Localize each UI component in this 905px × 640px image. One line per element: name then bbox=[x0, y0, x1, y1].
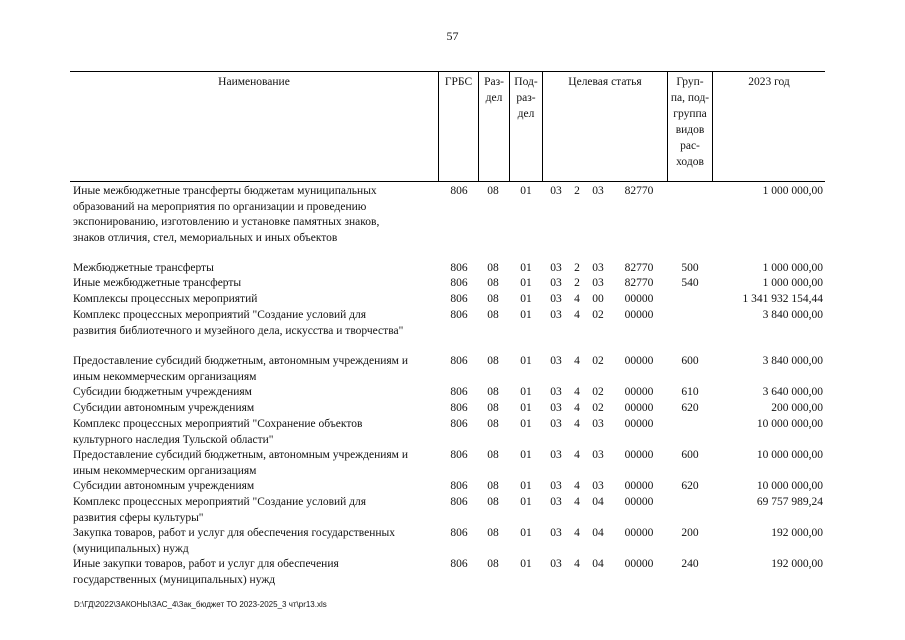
row-name bbox=[73, 354, 438, 385]
row-target-program: 03 bbox=[550, 527, 562, 539]
row-target-subprogram: 04 bbox=[592, 496, 604, 508]
row-grbs: 806 bbox=[450, 527, 468, 539]
header-group-line: па, под- bbox=[670, 92, 710, 104]
row-razdel: 08 bbox=[487, 449, 499, 461]
row-grbs: 806 bbox=[450, 558, 468, 570]
row-name-line: Субсидии автономным учреждениям bbox=[73, 402, 255, 414]
header-name: Наименование bbox=[218, 76, 290, 88]
header-podrazdel-line: раз- bbox=[516, 92, 536, 104]
row-target-program: 03 bbox=[550, 309, 562, 321]
row-target-subprogram: 03 bbox=[592, 418, 604, 430]
row-expense-group: 240 bbox=[681, 558, 699, 570]
row-expense-group: 600 bbox=[681, 355, 699, 367]
row-name bbox=[73, 308, 438, 339]
row-razdel: 08 bbox=[487, 480, 499, 492]
row-target-subprogram: 04 bbox=[592, 558, 604, 570]
row-amount: 192 000,00 bbox=[771, 558, 823, 570]
row-target-direction: 00000 bbox=[624, 558, 654, 570]
row-target-program: 03 bbox=[550, 558, 562, 570]
row-name bbox=[73, 526, 438, 557]
row-expense-group: 610 bbox=[681, 386, 699, 398]
row-name bbox=[73, 557, 438, 588]
row-razdel: 08 bbox=[487, 386, 499, 398]
row-razdel: 08 bbox=[487, 355, 499, 367]
row-grbs: 806 bbox=[450, 449, 468, 461]
row-amount: 200 000,00 bbox=[771, 402, 823, 414]
row-target-type: 4 bbox=[574, 418, 580, 430]
row-razdel: 08 bbox=[487, 185, 499, 197]
row-target-direction: 82770 bbox=[624, 262, 654, 274]
row-target-program: 03 bbox=[550, 293, 562, 305]
row-name-line: иным некоммерческим организациям bbox=[73, 370, 257, 383]
row-target-type: 4 bbox=[574, 386, 580, 398]
row-amount: 1 000 000,00 bbox=[762, 277, 823, 289]
row-name bbox=[73, 417, 438, 448]
row-grbs: 806 bbox=[450, 402, 468, 414]
row-target-program: 03 bbox=[550, 418, 562, 430]
row-grbs: 806 bbox=[450, 355, 468, 367]
row-razdel: 08 bbox=[487, 402, 499, 414]
row-grbs: 806 bbox=[450, 480, 468, 492]
row-name bbox=[73, 495, 438, 526]
row-target-direction: 00000 bbox=[624, 418, 654, 430]
row-target-subprogram: 02 bbox=[592, 309, 604, 321]
row-name-line: Субсидии бюджетным учреждениям bbox=[73, 386, 252, 398]
row-name-line: Комплекс процессных мероприятий "Создание условий для bbox=[73, 309, 367, 321]
header-razdel-line: дел bbox=[485, 92, 503, 104]
row-target-direction: 00000 bbox=[624, 355, 654, 367]
row-target-direction: 82770 bbox=[624, 185, 654, 197]
header-group-line: видов bbox=[675, 124, 705, 136]
header-year: 2023 год bbox=[712, 72, 825, 181]
header-group-line: рас- bbox=[680, 140, 700, 152]
row-target-direction: 82770 bbox=[624, 277, 654, 289]
header-razdel bbox=[478, 72, 509, 181]
row-target-program: 03 bbox=[550, 262, 562, 274]
row-target-type: 4 bbox=[574, 480, 580, 492]
row-amount: 3 840 000,00 bbox=[762, 355, 823, 367]
table-header bbox=[70, 71, 825, 182]
header-group-line: ходов bbox=[676, 156, 704, 168]
row-name-line: Субсидии автономным учреждениям bbox=[73, 480, 255, 492]
row-target-direction: 00000 bbox=[624, 293, 654, 305]
row-amount: 10 000 000,00 bbox=[756, 449, 823, 461]
row-name bbox=[73, 401, 438, 417]
row-grbs: 806 bbox=[450, 262, 468, 274]
row-name-line: знаков отличия, стел, мемориальных и иных объектов bbox=[73, 231, 338, 244]
row-target-subprogram: 02 bbox=[592, 355, 604, 367]
row-podrazdel: 01 bbox=[520, 277, 532, 289]
row-amount: 10 000 000,00 bbox=[756, 418, 823, 430]
row-grbs: 806 bbox=[450, 185, 468, 197]
row-grbs: 806 bbox=[450, 386, 468, 398]
row-grbs: 806 bbox=[450, 496, 468, 508]
row-target-program: 03 bbox=[550, 402, 562, 414]
row-target-type: 4 bbox=[574, 309, 580, 321]
row-target-direction: 00000 bbox=[624, 527, 654, 539]
row-target-type: 4 bbox=[574, 496, 580, 508]
row-target-type: 2 bbox=[574, 185, 580, 197]
page-number: 57 bbox=[446, 29, 459, 43]
row-target-type: 2 bbox=[574, 277, 580, 289]
row-name-line: государственных (муниципальных) нужд bbox=[73, 573, 276, 586]
row-target-subprogram: 03 bbox=[592, 449, 604, 461]
row-name-line: Межбюджетные трансферты bbox=[73, 262, 214, 274]
row-podrazdel: 01 bbox=[520, 309, 532, 321]
row-target-type: 4 bbox=[574, 355, 580, 367]
row-target-subprogram: 04 bbox=[592, 527, 604, 539]
row-podrazdel: 01 bbox=[520, 386, 532, 398]
row-name-line: Комплекс процессных мероприятий "Сохранение объектов bbox=[73, 418, 363, 430]
row-name bbox=[73, 261, 438, 277]
row-razdel: 08 bbox=[487, 262, 499, 274]
row-name-line: Иные межбюджетные трансферты bbox=[73, 277, 242, 289]
row-name-line: Комплекс процессных мероприятий "Создание условий для bbox=[73, 496, 367, 508]
row-target-program: 03 bbox=[550, 386, 562, 398]
row-target-program: 03 bbox=[550, 449, 562, 461]
row-podrazdel: 01 bbox=[520, 355, 532, 367]
header-target: Целевая статья bbox=[542, 72, 667, 181]
row-podrazdel: 01 bbox=[520, 527, 532, 539]
row-amount: 1 000 000,00 bbox=[762, 262, 823, 274]
row-razdel: 08 bbox=[487, 418, 499, 430]
row-name bbox=[73, 385, 438, 401]
row-expense-group: 200 bbox=[681, 527, 699, 539]
row-target-type: 4 bbox=[574, 527, 580, 539]
row-amount: 192 000,00 bbox=[771, 527, 823, 539]
row-name bbox=[73, 292, 438, 308]
row-amount: 3 840 000,00 bbox=[762, 309, 823, 321]
row-podrazdel: 01 bbox=[520, 293, 532, 305]
row-target-direction: 00000 bbox=[624, 309, 654, 321]
row-razdel: 08 bbox=[487, 309, 499, 321]
header-podrazdel-line: дел bbox=[517, 108, 535, 120]
row-name-line: развития библиотечного и музейного дела, искусства и творчества" bbox=[73, 324, 404, 337]
row-amount: 69 757 989,24 bbox=[756, 496, 823, 508]
header-grbs: ГРБС bbox=[438, 72, 478, 181]
header-group-line: группа bbox=[673, 108, 707, 120]
row-name bbox=[73, 276, 438, 292]
row-razdel: 08 bbox=[487, 558, 499, 570]
row-podrazdel: 01 bbox=[520, 496, 532, 508]
row-name-line: иным некоммерческим организациям bbox=[73, 464, 257, 477]
row-grbs: 806 bbox=[450, 293, 468, 305]
row-target-direction: 00000 bbox=[624, 386, 654, 398]
row-target-subprogram: 02 bbox=[592, 402, 604, 414]
row-name-line: развития сферы культуры" bbox=[73, 511, 204, 524]
row-target-direction: 00000 bbox=[624, 480, 654, 492]
row-name-line: Иные межбюджетные трансферты бюджетам муниципальных bbox=[73, 185, 377, 197]
row-target-subprogram: 03 bbox=[592, 277, 604, 289]
row-target-type: 4 bbox=[574, 449, 580, 461]
row-name-line: Закупка товаров, работ и услуг для обеспечения государственных bbox=[73, 527, 396, 539]
file-path-footer: D:\ГД\2022\ЗАКОНЫ\ЗАС_4\Зак_бюджет ТО 2023-2025_3 чт\pr13.xls bbox=[74, 600, 327, 609]
row-expense-group: 500 bbox=[681, 262, 699, 274]
header-group-line: Груп- bbox=[676, 76, 704, 88]
row-target-program: 03 bbox=[550, 277, 562, 289]
row-target-subprogram: 03 bbox=[592, 480, 604, 492]
row-target-subprogram: 00 bbox=[592, 293, 604, 305]
header-podrazdel-line: Под- bbox=[514, 76, 538, 88]
row-podrazdel: 01 bbox=[520, 262, 532, 274]
header-razdel-line: Раз- bbox=[484, 76, 504, 88]
row-target-program: 03 bbox=[550, 185, 562, 197]
row-target-type: 4 bbox=[574, 402, 580, 414]
row-target-program: 03 bbox=[550, 480, 562, 492]
row-name-line: Предоставление субсидий бюджетным, автономным учреждениям и bbox=[73, 355, 408, 367]
row-target-direction: 00000 bbox=[624, 449, 654, 461]
row-podrazdel: 01 bbox=[520, 418, 532, 430]
row-target-direction: 00000 bbox=[624, 402, 654, 414]
row-target-direction: 00000 bbox=[624, 496, 654, 508]
row-grbs: 806 bbox=[450, 418, 468, 430]
row-target-subprogram: 02 bbox=[592, 386, 604, 398]
header-group bbox=[667, 72, 712, 181]
row-target-type: 2 bbox=[574, 262, 580, 274]
row-target-type: 4 bbox=[574, 558, 580, 570]
row-amount: 10 000 000,00 bbox=[756, 480, 823, 492]
row-target-program: 03 bbox=[550, 355, 562, 367]
row-target-subprogram: 03 bbox=[592, 262, 604, 274]
row-name-line: культурного наследия Тульской области" bbox=[73, 433, 274, 446]
row-target-type: 4 bbox=[574, 293, 580, 305]
row-expense-group: 620 bbox=[681, 480, 699, 492]
row-podrazdel: 01 bbox=[520, 480, 532, 492]
row-expense-group: 620 bbox=[681, 402, 699, 414]
row-razdel: 08 bbox=[487, 527, 499, 539]
row-amount: 1 000 000,00 bbox=[762, 185, 823, 197]
row-target-subprogram: 03 bbox=[592, 185, 604, 197]
row-name bbox=[73, 448, 438, 479]
row-name bbox=[73, 184, 438, 246]
row-amount: 3 640 000,00 bbox=[762, 386, 823, 398]
header-podrazdel bbox=[509, 72, 542, 181]
row-expense-group: 540 bbox=[681, 277, 699, 289]
row-name-line: Иные закупки товаров, работ и услуг для обеспечения bbox=[73, 558, 339, 570]
row-amount: 1 341 932 154,44 bbox=[742, 293, 823, 305]
row-podrazdel: 01 bbox=[520, 402, 532, 414]
row-grbs: 806 bbox=[450, 277, 468, 289]
row-grbs: 806 bbox=[450, 309, 468, 321]
row-name-line: образований на мероприятия по организации и проведению bbox=[73, 200, 367, 213]
row-podrazdel: 01 bbox=[520, 558, 532, 570]
row-podrazdel: 01 bbox=[520, 449, 532, 461]
row-name-line: Предоставление субсидий бюджетным, автономным учреждениям и bbox=[73, 449, 408, 461]
row-name bbox=[73, 479, 438, 495]
row-name-line: (муниципальных) нужд bbox=[73, 542, 189, 555]
row-razdel: 08 bbox=[487, 496, 499, 508]
row-name-line: Комплексы процессных мероприятий bbox=[73, 293, 258, 305]
row-expense-group: 600 bbox=[681, 449, 699, 461]
row-target-program: 03 bbox=[550, 496, 562, 508]
row-name-line: экспонированию, изготовлению и установке памятных знаков, bbox=[73, 216, 380, 228]
row-podrazdel: 01 bbox=[520, 185, 532, 197]
row-razdel: 08 bbox=[487, 293, 499, 305]
row-razdel: 08 bbox=[487, 277, 499, 289]
